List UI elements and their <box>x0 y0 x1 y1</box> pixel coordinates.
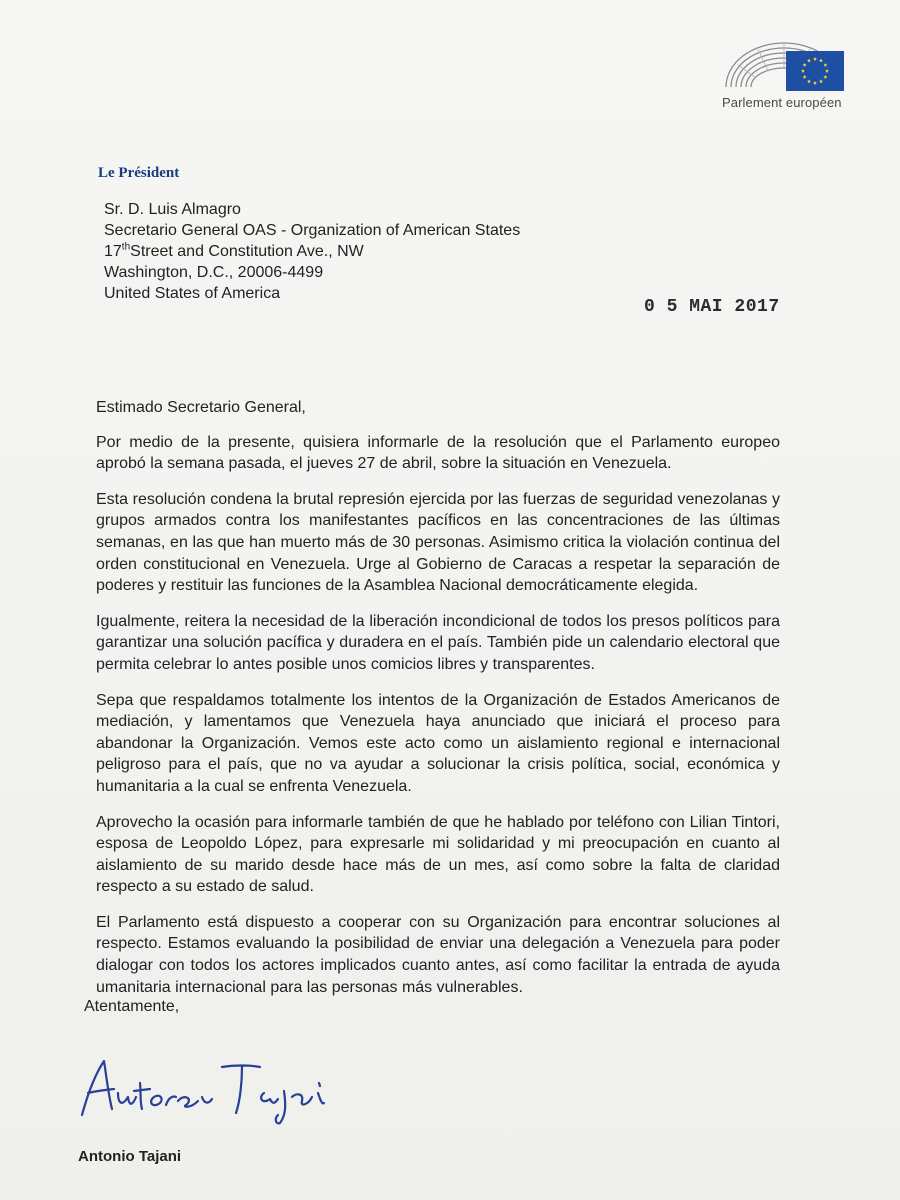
addressee-name: Sr. D. Luis Almagro <box>104 201 241 218</box>
date-stamp: 0 5 MAI 2017 <box>644 297 780 317</box>
addressee-title: Secretario General OAS - Organization of American States <box>104 222 521 239</box>
closing: Atentamente, <box>84 998 180 1015</box>
sender-role: Le Président <box>98 165 180 181</box>
paragraph-2: Esta resolución condena la brutal represión ejercida por las fuerzas de seguridad venezolanas y grupos armados contra los manifestantes pacíficos en las concentraciones de las últimas semanas, en las que han muerto más de 30 personas. Asimismo critica la violación continua del orden constitucional en Venezuela. Urge al Gobierno de Caracas a respetar la separación de poderes y restituir las funciones de la Asamblea Nacional democráticamente elegida. <box>96 490 780 595</box>
street-ordinal: th <box>121 241 131 253</box>
addressee-city: Washington, D.C., 20006-4499 <box>104 264 324 281</box>
addressee-block <box>104 199 520 304</box>
addressee-street <box>104 241 520 262</box>
paragraph-6: El Parlamento está dispuesto a cooperar con su Organización para encontrar soluciones al respecto. Estamos evaluando la posibilidad de enviar una delegación a Venezuela para poder dialogar con todos los actores implicados cuanto antes, así como facilitar la entrada de ayuda umanitaria internacional para las personas más vulnerables. <box>96 913 780 996</box>
salutation: Estimado Secretario General, <box>96 399 306 416</box>
european-parliament-logo-icon <box>718 33 848 95</box>
addressee-country: United States of America <box>104 285 281 302</box>
paragraph-1: Por medio de la presente, quisiera informarle de la resolución que el Parlamento europeo aprobó la semana pasada, el jueves 27 de abril, sobre la situación en Venezuela. <box>96 433 780 473</box>
paragraph-5: Aprovecho la ocasión para informarle también de que he hablado por teléfono con Lilian Tintori, esposa de Leopoldo López, para expresarle mi solidaridad y mi preocupación en cuanto al aislamiento de su marido desde hace más de un mes, así como sobre la falta de claridad respecto a su estado de salud. <box>96 813 780 896</box>
paragraph-4: Sepa que respaldamos totalmente los intentos de la Organización de Estados Americanos de mediación, y lamentamos que Venezuela haya anunciado que iniciará el proceso para abandonar la Organización. Vemos este acto como un aislamiento regional e internacional peligroso para el país, que no va ayudar a solucionar la crisis política, social, económica y humanitaria a la cual se enfrenta Venezuela. <box>96 691 780 795</box>
street-number: 17 <box>104 243 122 260</box>
paragraph-3: Igualmente, reitera la necesidad de la liberación incondicional de todos los presos políticos para garantizar una solución pacífica y duradera en el país. También pide un calendario electoral que permita celebrar lo antes posible unos comicios libres y transparentes. <box>96 612 780 673</box>
institution-name: Parlement européen <box>722 95 842 110</box>
letter-body <box>96 397 780 1012</box>
letterhead-logo <box>718 33 848 123</box>
handwritten-signature <box>74 1053 334 1125</box>
street-name: Street and Constitution Ave., NW <box>130 243 364 260</box>
signer-name: Antonio Tajani <box>78 1148 182 1165</box>
